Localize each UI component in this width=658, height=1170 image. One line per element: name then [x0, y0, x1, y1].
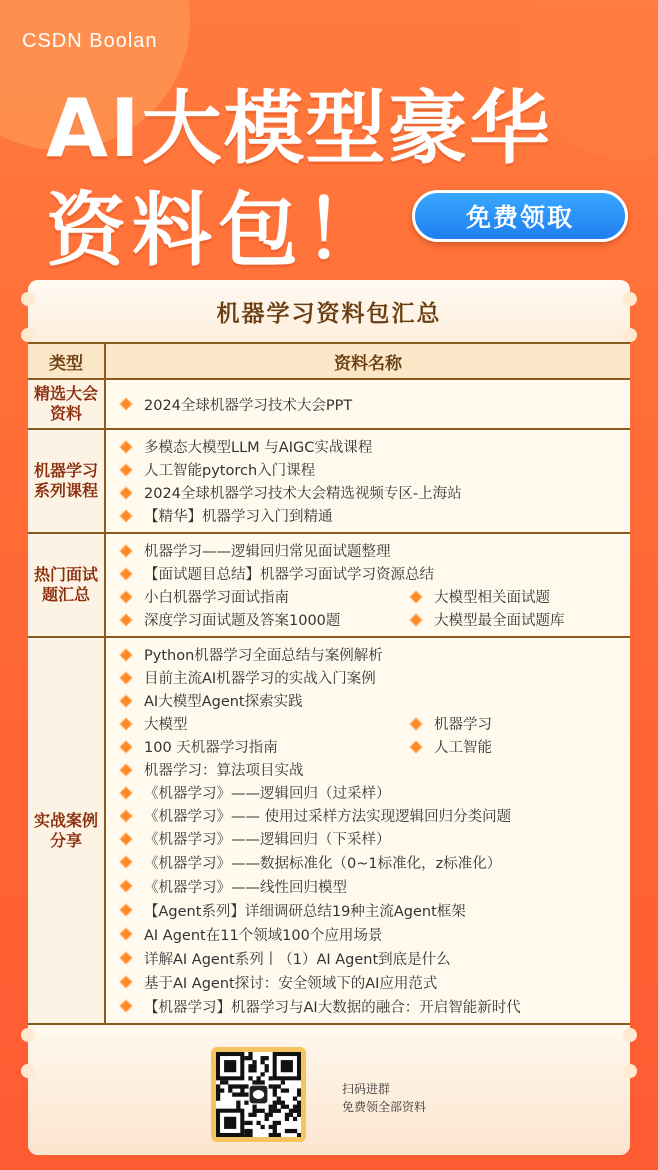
list-item[interactable]	[120, 996, 521, 1017]
diamond-bullet-icon	[120, 833, 131, 844]
qr-module	[256, 1076, 260, 1080]
list-item[interactable]	[120, 828, 391, 849]
list-item[interactable]	[120, 972, 437, 993]
list-item[interactable]	[120, 563, 434, 584]
qr-module	[273, 1133, 277, 1137]
list-item[interactable]	[120, 782, 391, 803]
qr-module	[248, 1076, 252, 1080]
decorative-dot	[623, 1028, 637, 1042]
qr-module	[285, 1117, 289, 1121]
item-row	[120, 666, 630, 689]
list-item-label: 大模型相关面试题	[434, 590, 550, 606]
qr-finder-pattern	[281, 1060, 293, 1072]
qr-module	[216, 1092, 220, 1096]
diamond-bullet-icon	[120, 856, 131, 867]
qr-module	[273, 1101, 277, 1105]
table-row	[28, 429, 630, 533]
item-row	[120, 827, 630, 850]
item-row	[120, 804, 630, 827]
qr-module	[261, 1080, 265, 1084]
qr-module	[265, 1064, 269, 1068]
qr-module	[289, 1129, 293, 1133]
item-row	[120, 898, 630, 922]
item-row	[120, 562, 630, 585]
qr-module	[297, 1088, 301, 1092]
list-item-label: 【机器学习】机器学习与AI大数据的融合：开启智能新时代	[144, 999, 521, 1016]
qr-module	[216, 1084, 220, 1088]
qr-module	[265, 1068, 269, 1072]
qr-module	[281, 1088, 285, 1092]
qr-module	[248, 1068, 252, 1072]
item-row	[120, 608, 630, 631]
qr-module	[269, 1133, 273, 1137]
qr-finder-pattern	[224, 1060, 236, 1072]
list-item-label: 《机器学习》——逻辑回归（下采样）	[144, 832, 391, 848]
diamond-bullet-icon	[120, 441, 131, 452]
diamond-bullet-icon	[120, 764, 131, 775]
qr-module	[256, 1080, 260, 1084]
qr-caption	[342, 1080, 426, 1116]
qr-module	[248, 1121, 252, 1125]
list-item[interactable]	[120, 805, 511, 826]
qr-code-image	[216, 1052, 301, 1137]
decorative-dot	[21, 1064, 35, 1078]
list-item[interactable]	[120, 482, 462, 503]
list-item-label: 【面试题目总结】机器学习面试学习资源总结	[144, 567, 434, 583]
diamond-bullet-icon	[410, 741, 421, 752]
list-item-label: 【精华】机器学习入门到精通	[144, 509, 333, 525]
list-item[interactable]	[410, 713, 492, 734]
qr-module	[256, 1109, 260, 1113]
list-item-label: AI大模型Agent探索实践	[144, 694, 303, 710]
qr-module	[293, 1097, 297, 1101]
free-claim-button[interactable]: 免费领取	[412, 190, 628, 242]
table-header-row	[28, 343, 630, 379]
decorative-dot	[21, 328, 35, 342]
qr-module	[232, 1084, 236, 1088]
item-row	[120, 689, 630, 712]
decorative-dot	[21, 1028, 35, 1042]
card-title: 机器学习资料包汇总	[216, 300, 442, 327]
qr-module	[269, 1076, 273, 1080]
diamond-bullet-icon	[120, 952, 131, 963]
qr-module	[297, 1092, 301, 1096]
qr-module	[248, 1133, 252, 1137]
qr-module	[228, 1088, 232, 1092]
footer	[28, 1035, 630, 1155]
qr-module	[248, 1052, 252, 1056]
decorative-dot	[21, 292, 35, 306]
qr-module	[285, 1129, 289, 1133]
list-item-label: 基于AI Agent探讨：安全领域下的AI应用范式	[144, 975, 438, 992]
qr-module	[293, 1105, 297, 1109]
qr-module	[269, 1125, 273, 1129]
qr-module	[265, 1056, 269, 1060]
qr-module	[240, 1084, 244, 1088]
list-item[interactable]	[120, 713, 410, 734]
diamond-bullet-icon	[120, 545, 131, 556]
list-item[interactable]	[410, 586, 550, 607]
item-row	[120, 781, 630, 804]
category-cell: 机器学习系列课程	[28, 429, 105, 533]
resource-table	[28, 342, 630, 1025]
column-header-type: 类型	[28, 343, 105, 379]
item-row	[120, 712, 630, 735]
qr-module	[285, 1113, 289, 1117]
list-item-label: 小白机器学习面试指南	[144, 590, 289, 606]
qr-module	[236, 1105, 240, 1109]
qr-module	[273, 1092, 277, 1096]
diamond-bullet-icon	[120, 398, 131, 409]
qr-module	[269, 1105, 273, 1109]
chat-bubble-icon	[253, 1090, 264, 1099]
list-item-label: Python机器学习全面总结与案例解析	[144, 648, 383, 664]
table-row	[28, 533, 630, 637]
diamond-bullet-icon	[120, 928, 131, 939]
list-item-label: 多模态大模型LLM 与AIGC实战课程	[144, 440, 373, 456]
qr-module	[277, 1133, 281, 1137]
qr-module	[277, 1109, 281, 1113]
list-item[interactable]	[120, 852, 501, 873]
list-item[interactable]	[120, 900, 466, 921]
diamond-bullet-icon	[120, 487, 131, 498]
qr-module	[281, 1101, 285, 1105]
qr-module	[248, 1113, 252, 1117]
list-item-label: 人工智能pytorch入门课程	[144, 463, 316, 479]
qr-module	[244, 1101, 248, 1105]
qr-module	[277, 1101, 281, 1105]
list-item-label: 深度学习面试题及答案1000题	[144, 613, 341, 629]
diamond-bullet-icon	[120, 510, 131, 521]
qr-module	[252, 1064, 256, 1068]
table-row	[28, 379, 630, 429]
qr-module	[273, 1088, 277, 1092]
qr-module	[216, 1097, 220, 1101]
item-row	[120, 946, 630, 970]
list-item-label: 机器学习	[434, 717, 492, 733]
column-header-name: 资料名称	[105, 343, 630, 379]
qr-module	[216, 1088, 220, 1092]
qr-module	[261, 1109, 265, 1113]
list-item-label: 详解AI Agent系列丨（1）AI Agent到底是什么	[144, 951, 451, 968]
list-item[interactable]	[120, 644, 383, 665]
qr-caption-line2: 免费领全部资料	[342, 1100, 427, 1114]
qr-module	[289, 1113, 293, 1117]
qr-module	[277, 1121, 281, 1125]
qr-module	[277, 1097, 281, 1101]
diamond-bullet-icon	[120, 464, 131, 475]
list-item-label: 大模型	[144, 717, 188, 733]
list-item[interactable]	[120, 540, 391, 561]
qr-module	[244, 1129, 248, 1133]
list-item-label: AI Agent在11个领域100个应用场景	[144, 927, 383, 944]
decorative-dot	[623, 1064, 637, 1078]
qr-module	[236, 1084, 240, 1088]
qr-module	[252, 1113, 256, 1117]
list-item-label: 大模型最全面试题库	[434, 613, 565, 629]
card-header	[28, 280, 630, 342]
item-row	[120, 735, 630, 758]
list-item-label: 《机器学习》——数据标准化（0~1标准化，z标准化）	[144, 855, 502, 872]
diamond-bullet-icon	[410, 591, 421, 602]
qr-module	[232, 1092, 236, 1096]
list-item-label: 机器学习——逻辑回归常见面试题整理	[144, 544, 391, 560]
qr-module	[273, 1084, 277, 1088]
list-item[interactable]	[120, 924, 382, 945]
qr-module	[256, 1121, 260, 1125]
qr-module	[252, 1105, 256, 1109]
qr-module	[297, 1109, 301, 1113]
list-item[interactable]	[120, 759, 304, 780]
qr-finder-pattern	[224, 1117, 236, 1129]
qr-module	[265, 1117, 269, 1121]
item-row	[120, 643, 630, 666]
diamond-bullet-icon	[120, 880, 131, 891]
qr-module	[244, 1121, 248, 1125]
qr-module	[293, 1117, 297, 1121]
list-item[interactable]	[410, 736, 492, 757]
qr-module	[224, 1080, 228, 1084]
list-item[interactable]	[120, 394, 352, 415]
qr-module	[281, 1080, 285, 1084]
list-item-label: 100 天机器学习指南	[144, 740, 278, 756]
qr-module	[248, 1064, 252, 1068]
qr-module	[244, 1092, 248, 1096]
list-item[interactable]	[120, 876, 347, 897]
list-item-label: 【Agent系列】详细调研总结19种主流Agent框架	[144, 903, 466, 920]
diamond-bullet-icon	[120, 810, 131, 821]
qr-module	[261, 1060, 265, 1064]
qr-module	[273, 1109, 277, 1113]
qr-module	[285, 1088, 289, 1092]
qr-module	[269, 1109, 273, 1113]
qr-module	[240, 1088, 244, 1092]
list-item[interactable]	[120, 436, 372, 457]
list-item-label: 目前主流AI机器学习的实战入门案例	[144, 671, 376, 687]
qr-module	[252, 1060, 256, 1064]
qr-module	[273, 1105, 277, 1109]
items-cell	[105, 533, 630, 637]
list-item[interactable]	[120, 667, 376, 688]
qr-module	[297, 1113, 301, 1117]
qr-module	[297, 1101, 301, 1105]
item-row	[120, 850, 630, 874]
list-item-label: 《机器学习》—— 使用过采样方法实现逻辑回归分类问题	[144, 809, 512, 825]
qr-module	[261, 1072, 265, 1076]
qr-module	[293, 1129, 297, 1133]
qr-module	[261, 1056, 265, 1060]
list-item[interactable]	[120, 736, 410, 757]
qr-module	[252, 1080, 256, 1084]
item-row	[120, 539, 630, 562]
qr-code-frame	[211, 1047, 306, 1142]
qr-module	[261, 1125, 265, 1129]
diamond-bullet-icon	[410, 718, 421, 729]
qr-module	[289, 1109, 293, 1113]
list-item[interactable]	[120, 690, 303, 711]
qr-module	[220, 1080, 224, 1084]
item-row	[120, 585, 630, 608]
headline-line2: 资料包！	[46, 184, 390, 277]
list-item[interactable]	[120, 505, 333, 526]
item-row	[120, 393, 630, 416]
qr-module	[252, 1068, 256, 1072]
list-item-label: 机器学习：算法项目实战	[144, 763, 304, 779]
category-cell: 精选大会资料	[28, 379, 105, 429]
diamond-bullet-icon	[120, 568, 131, 579]
diamond-bullet-icon	[120, 672, 131, 683]
qr-module	[248, 1129, 252, 1133]
table-row	[28, 637, 630, 1024]
diamond-bullet-icon	[120, 591, 131, 602]
qr-code[interactable]	[216, 1052, 301, 1137]
qr-module	[273, 1121, 277, 1125]
list-item[interactable]	[120, 609, 410, 630]
qr-module	[273, 1129, 277, 1133]
diamond-bullet-icon	[120, 787, 131, 798]
item-row	[120, 922, 630, 946]
item-row	[120, 970, 630, 994]
headline-line1: AI大模型豪华	[46, 82, 552, 175]
items-cell	[105, 379, 630, 429]
qr-module	[244, 1133, 248, 1137]
diamond-bullet-icon	[120, 904, 131, 915]
qr-module	[297, 1133, 301, 1137]
decorative-dot	[623, 328, 637, 342]
qr-module	[252, 1109, 256, 1113]
diamond-bullet-icon	[120, 718, 131, 729]
item-row	[120, 994, 630, 1018]
decorative-dot	[623, 292, 637, 306]
qr-module	[269, 1113, 273, 1117]
qr-module	[277, 1084, 281, 1088]
item-row	[120, 458, 630, 481]
qr-module	[285, 1105, 289, 1109]
list-item[interactable]	[410, 609, 565, 630]
list-item[interactable]	[120, 948, 451, 969]
list-item[interactable]	[120, 586, 410, 607]
items-cell	[105, 637, 630, 1024]
qr-module	[248, 1056, 252, 1060]
diamond-bullet-icon	[120, 695, 131, 706]
list-item-label: 《机器学习》——线性回归模型	[144, 879, 347, 896]
qr-module	[244, 1084, 248, 1088]
qr-module	[281, 1105, 285, 1109]
diamond-bullet-icon	[120, 1000, 131, 1011]
qr-module	[244, 1056, 248, 1060]
list-item-label: 2024全球机器学习技术大会PPT	[144, 397, 353, 414]
qr-module	[220, 1088, 224, 1092]
list-item-label: 2024全球机器学习技术大会精选视频专区-上海站	[144, 486, 462, 502]
item-row	[120, 481, 630, 504]
item-row	[120, 874, 630, 898]
diamond-bullet-icon	[120, 614, 131, 625]
diamond-bullet-icon	[120, 976, 131, 987]
diamond-bullet-icon	[120, 649, 131, 660]
category-cell: 热门面试题汇总	[28, 533, 105, 637]
qr-caption-line1: 扫码进群	[342, 1082, 391, 1096]
list-item-label: 《机器学习》——逻辑回归（过采样）	[144, 786, 391, 802]
qr-module	[265, 1113, 269, 1117]
qr-module	[236, 1092, 240, 1096]
qr-module	[297, 1105, 301, 1109]
items-cell	[105, 429, 630, 533]
diamond-bullet-icon	[120, 741, 131, 752]
diamond-bullet-icon	[410, 614, 421, 625]
qr-module	[273, 1125, 277, 1129]
qr-module	[228, 1084, 232, 1088]
item-row	[120, 758, 630, 781]
brand-logo: CSDN Boolan	[22, 30, 158, 52]
resource-card	[28, 280, 630, 1155]
qr-module	[269, 1084, 273, 1088]
category-cell: 实战案例分享	[28, 637, 105, 1024]
qr-module	[240, 1092, 244, 1096]
list-item-label: 人工智能	[434, 740, 492, 756]
qr-module	[236, 1101, 240, 1105]
list-item[interactable]	[120, 459, 315, 480]
qr-module	[293, 1109, 297, 1113]
item-row	[120, 435, 630, 458]
item-row	[120, 504, 630, 527]
